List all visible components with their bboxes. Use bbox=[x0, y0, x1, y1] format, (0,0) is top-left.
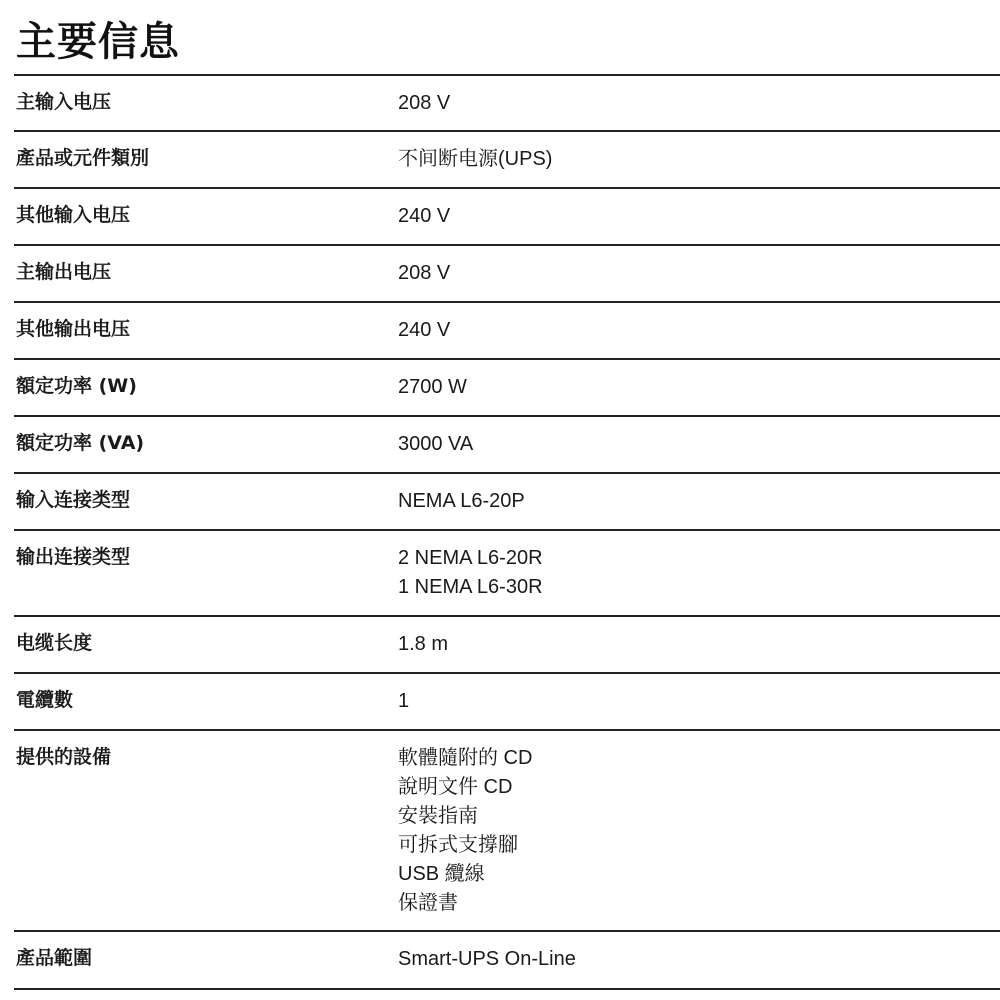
spec-value bbox=[398, 731, 1000, 918]
spec-row bbox=[14, 617, 1000, 674]
spec-value-line: NEMA L6-20P bbox=[398, 490, 525, 512]
spec-label: 输入连接类型 bbox=[16, 489, 131, 511]
spec-row bbox=[14, 474, 1000, 531]
spec-label: 額定功率 (VA) bbox=[16, 432, 145, 454]
spec-label: 提供的設備 bbox=[16, 746, 112, 768]
spec-label: 產品或元件類別 bbox=[16, 147, 150, 169]
spec-row bbox=[14, 674, 1000, 731]
spec-value bbox=[398, 189, 1000, 231]
spec-row bbox=[14, 303, 1000, 360]
spec-label: 主输出电压 bbox=[16, 261, 112, 283]
spec-value bbox=[398, 246, 1000, 288]
spec-value-line: 保證書 bbox=[398, 892, 458, 914]
spec-value bbox=[398, 303, 1000, 345]
spec-label: 输出连接类型 bbox=[16, 546, 131, 568]
spec-label: 电缆长度 bbox=[16, 632, 93, 654]
spec-value-line: 不间断电源(UPS) bbox=[398, 148, 553, 170]
spec-row bbox=[14, 246, 1000, 303]
spec-value-line: 可拆式支撐腳 bbox=[398, 834, 518, 856]
spec-label: 電纜數 bbox=[16, 689, 74, 711]
spec-row bbox=[14, 932, 1000, 990]
spec-value bbox=[398, 474, 1000, 516]
spec-value-line: 240 V bbox=[398, 319, 451, 341]
spec-value-line: 2700 W bbox=[398, 376, 467, 398]
spec-value bbox=[398, 531, 1000, 602]
spec-value bbox=[398, 360, 1000, 402]
spec-value-line: 安裝指南 bbox=[398, 805, 478, 827]
spec-value-line: USB 纜線 bbox=[398, 863, 485, 885]
spec-row bbox=[14, 76, 1000, 132]
spec-value bbox=[398, 617, 1000, 659]
spec-value bbox=[398, 674, 1000, 716]
spec-value-line: 1 bbox=[398, 690, 410, 712]
spec-row bbox=[14, 189, 1000, 246]
spec-value-line: 208 V bbox=[398, 92, 451, 114]
spec-label: 其他输出电压 bbox=[16, 318, 131, 340]
spec-value-line: 208 V bbox=[398, 262, 451, 284]
spec-row bbox=[14, 417, 1000, 474]
spec-value-line: 軟體隨附的 CD bbox=[398, 747, 533, 769]
spec-row bbox=[14, 132, 1000, 189]
spec-value-line: 2 NEMA L6-20R bbox=[398, 547, 543, 569]
spec-row bbox=[14, 531, 1000, 617]
spec-value-line: 3000 VA bbox=[398, 433, 474, 455]
spec-table bbox=[14, 74, 1000, 990]
spec-label: 額定功率 (W) bbox=[16, 375, 137, 397]
spec-row bbox=[14, 360, 1000, 417]
spec-value-line: 240 V bbox=[398, 205, 451, 227]
spec-value bbox=[398, 417, 1000, 459]
spec-row bbox=[14, 731, 1000, 932]
spec-label: 主输入电压 bbox=[16, 91, 112, 113]
spec-value-line: 1 NEMA L6-30R bbox=[398, 576, 543, 598]
spec-value-line: Smart-UPS On-Line bbox=[398, 948, 576, 970]
spec-value-line: 說明文件 CD bbox=[398, 776, 513, 798]
spec-value-line: 1.8 m bbox=[398, 633, 449, 655]
spec-value bbox=[398, 932, 1000, 974]
page-title: 主要信息 bbox=[16, 19, 180, 65]
spec-value bbox=[398, 132, 1000, 174]
spec-value bbox=[398, 76, 1000, 118]
spec-label: 產品範圍 bbox=[16, 947, 93, 969]
spec-label: 其他输入电压 bbox=[16, 204, 131, 226]
